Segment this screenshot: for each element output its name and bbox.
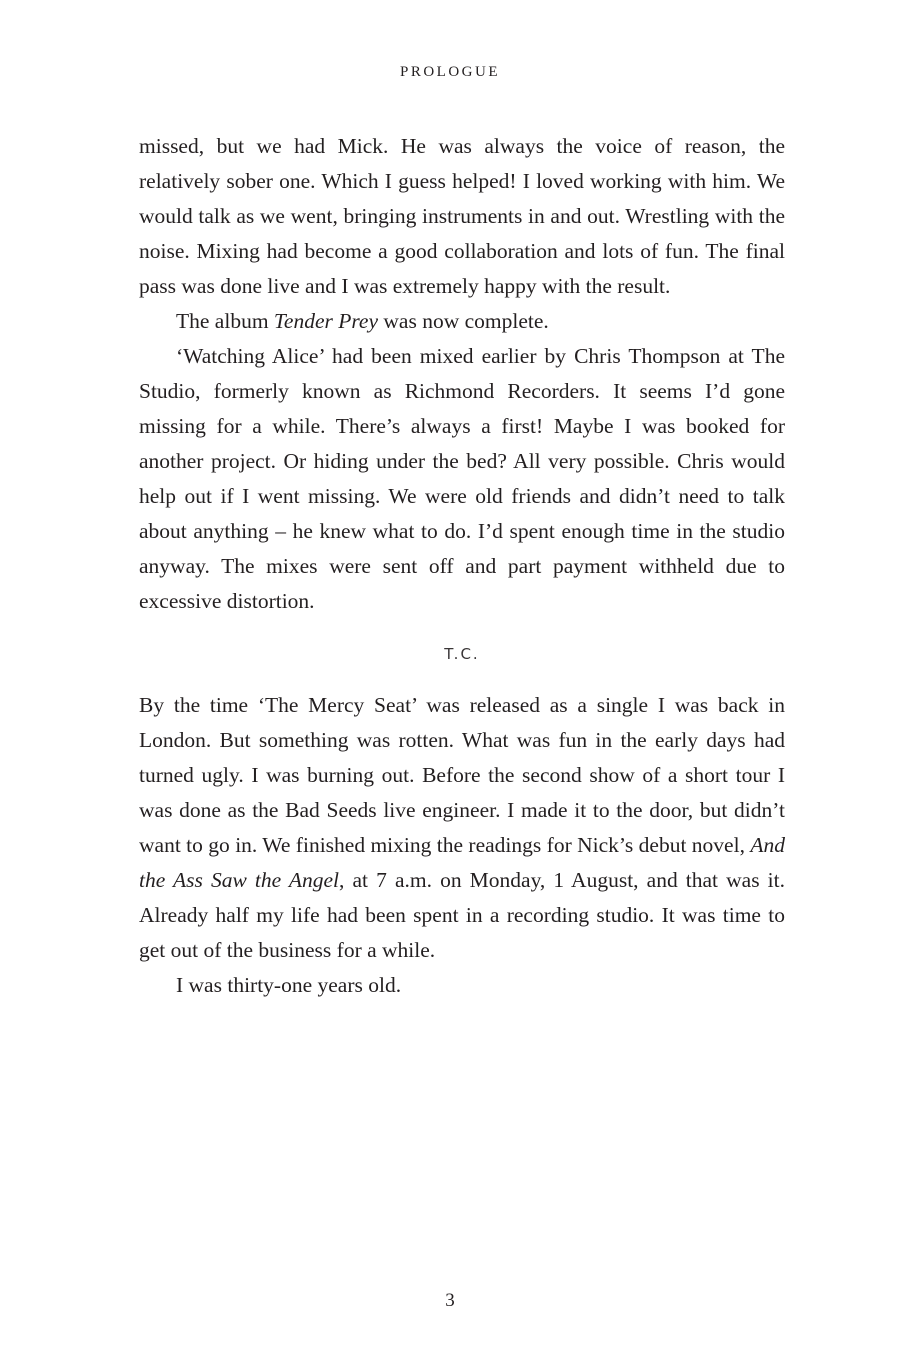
text-run: , at 7 a.m. on Monday, 1 August, and that was it. Already half my life had been spent in a recording studio. It was time to get out of the business for a while. [139, 868, 785, 962]
album-title: Tender Prey [273, 309, 379, 333]
paragraph: ‘Watching Alice’ had been mixed earlier by Chris Thompson at The Studio, formerly known as Richmond Recorders. It seems I’d gone missing for a while. There’s always a first! Maybe I was booked for another project. Or hiding under the bed? All very possible. Chris would help out if I went missing. We were old friends and didn’t need to talk about anything – he knew what to do. I’d spent enough time in the studio anyway. The mixes were sent off and part payment withheld due to excessive distortion. [139, 344, 785, 613]
paragraph: I was thirty-one years old. [176, 973, 402, 997]
text-run: The album [176, 309, 274, 333]
body-text [139, 129, 785, 1003]
novel-title: And the Ass Saw the Angel [139, 833, 785, 892]
paragraph [139, 688, 785, 968]
text-run: was now complete. [378, 309, 549, 333]
text-run: By the time ‘The Mercy Seat’ was released as a single I was back in London. But something was rotten. What was fun in the early days had turned ugly. I was burning out. Before the second show of a short tour I was done as the Bad Seeds live engineer. I made it to the door, but didn’t want to go in. We finished mixing the readings for Nick’s debut novel, [139, 693, 785, 857]
paragraph: missed, but we had Mick. He was always the voice of reason, the relatively sober one. Which I guess helped! I loved working with him. We would talk as we went, bringing instruments in and out. Wrestling with the noise. Mixing had become a good collaboration and lots of fun. The final pass was done live and I was extremely happy with the result. [139, 134, 785, 298]
section-break-mark: T.C. [444, 645, 480, 663]
running-head: PROLOGUE [399, 64, 500, 80]
paragraph [139, 304, 785, 339]
page-number: 3 [445, 1290, 455, 1311]
